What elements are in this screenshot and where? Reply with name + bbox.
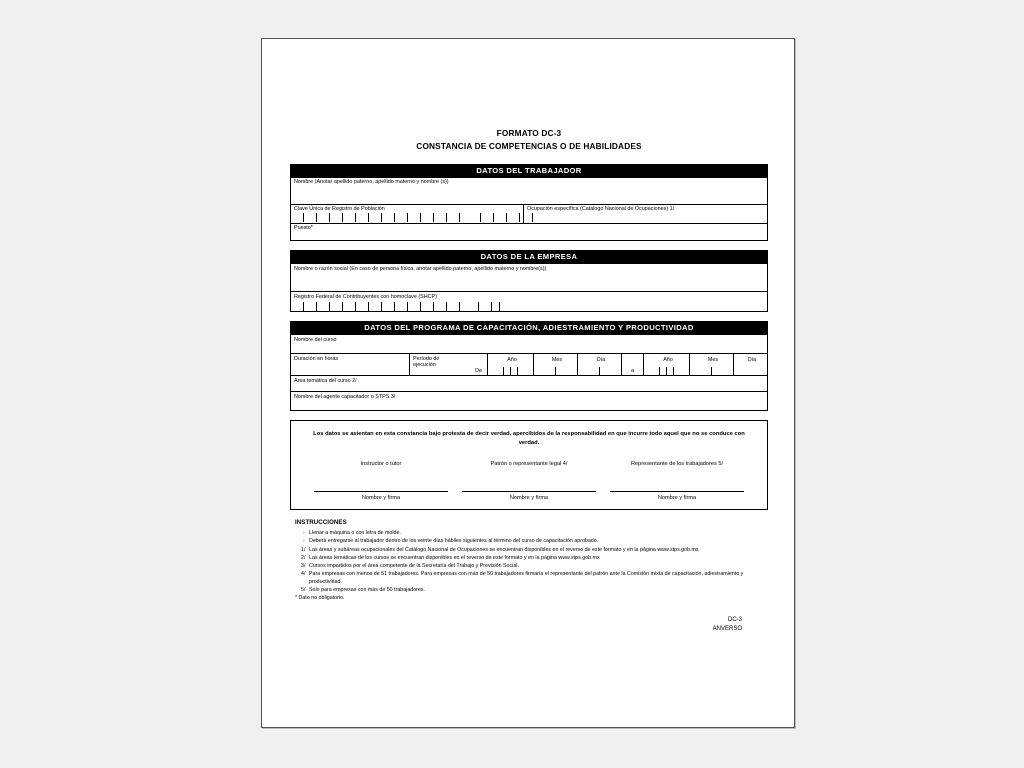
instruction-item xyxy=(295,562,768,570)
date-from-month-label: Mes xyxy=(551,357,563,364)
signature-line[interactable] xyxy=(314,491,448,492)
date-to-year-field[interactable] xyxy=(643,354,689,375)
signature-caption: Nombre y firma xyxy=(361,494,401,501)
instruction-marker: 2/ xyxy=(301,554,306,561)
worker-curp-field[interactable] xyxy=(291,205,523,223)
date-from-day-field[interactable] xyxy=(577,354,621,375)
worker-curp-label: Clave Única de Registro de Población xyxy=(294,206,385,213)
date-from-year-label: Año xyxy=(507,357,517,364)
course-name-label: Nombre del curso xyxy=(294,336,337,343)
instruction-text: Para empresas con menos de 51 trabajadores. Para empresas con más de 50 trabajadores firmaría el representante del patrón ante la Comisión mixta de capacitación, adiestramiento y productividad. xyxy=(309,570,744,585)
form-code-title: FORMATO DC-3 xyxy=(496,128,562,138)
signature-block-employer xyxy=(455,461,603,501)
date-to-month-label: Mes xyxy=(707,357,719,364)
curp-comb-ticks xyxy=(294,213,533,222)
date-to-month-field[interactable] xyxy=(689,354,733,375)
signature-caption: Nombre y firma xyxy=(509,494,549,501)
trainer-field[interactable] xyxy=(291,392,767,410)
date-to-day-field[interactable] xyxy=(733,354,767,375)
signature-caption: Nombre y firma xyxy=(657,494,697,501)
footer-page-side: ANVERSO xyxy=(712,626,742,633)
company-rfc-field[interactable] xyxy=(291,292,767,311)
signature-row xyxy=(307,461,751,501)
worker-position-label: Puesto* xyxy=(294,225,313,232)
date-from-month-ticks xyxy=(534,367,577,375)
thematic-area-field[interactable] xyxy=(291,376,767,391)
instruction-text: Las áreas y subáreas ocupacionales del Catálogo Nacional de Ocupaciones se encuentran disponibles en el reverso de este formato y en la página www.stps.gob.mx xyxy=(309,546,699,553)
section-band-program: DATOS DEL PROGRAMA DE CAPACITACIÓN, ADIESTRAMIENTO Y PRODUCTIVIDAD xyxy=(290,321,768,335)
rfc-comb-ticks xyxy=(294,302,500,311)
date-from-year-field[interactable] xyxy=(487,354,533,375)
instruction-text: Llenar a máquina o con letra de molde. xyxy=(309,530,401,537)
thematic-area-label: Área temática del curso 2/ xyxy=(294,377,357,384)
company-fields-box xyxy=(290,264,768,312)
trainer-row xyxy=(291,392,767,410)
instructions-title: INSTRUCCIONES xyxy=(295,518,347,526)
page-footer xyxy=(290,616,768,635)
signature-block-instructor xyxy=(307,461,455,501)
date-to-year-label: Año xyxy=(663,357,673,364)
signature-line[interactable] xyxy=(462,491,596,492)
program-fields-box xyxy=(290,335,768,411)
period-to-label: a xyxy=(631,368,634,375)
trainer-label: Nombre del agente capacitador o STPS 3/ xyxy=(294,393,396,400)
date-to-year-ticks xyxy=(644,367,689,375)
declaration-text: Los datos se asientan en esta constancia bajo protesta de decir verdad, apercibidos de la responsabilidad en que incurre todo aquel que no se conduce con verdad. xyxy=(313,431,745,447)
worker-position-row xyxy=(291,224,767,240)
worker-name-row xyxy=(291,178,767,205)
form-subtitle: CONSTANCIA DE COMPETENCIAS O DE HABILIDADES xyxy=(416,140,642,151)
date-from-day-ticks xyxy=(578,367,621,375)
date-to-month-ticks xyxy=(690,367,733,375)
worker-name-field[interactable] xyxy=(291,178,767,204)
date-from-day-label: Día xyxy=(596,357,606,364)
signature-role: Representante de los trabajadores 5/ xyxy=(630,461,724,468)
date-from-year-ticks xyxy=(488,367,533,375)
section-band-worker: DATOS DEL TRABAJADOR xyxy=(290,164,768,178)
worker-position-field[interactable] xyxy=(291,224,767,240)
course-duration-field[interactable] xyxy=(291,354,409,375)
instruction-marker: - xyxy=(303,538,305,545)
instruction-text: Deberá entregarse al trabajador dentro de los veinte días hábiles siguientes al término del curso de capacitación aprobado. xyxy=(309,538,599,545)
instruction-item xyxy=(295,546,768,554)
instruction-item xyxy=(295,570,768,586)
instruction-item xyxy=(295,537,768,545)
instruction-marker: - xyxy=(303,530,305,537)
declaration-box xyxy=(290,420,768,510)
instruction-item xyxy=(295,554,768,562)
signature-role: Instructor o tutor xyxy=(360,461,402,468)
form-sheet xyxy=(290,127,768,707)
instruction-marker: 4/ xyxy=(301,570,306,577)
worker-curp-row xyxy=(291,205,767,224)
page-title xyxy=(290,127,768,153)
worker-occupation-label: Ocupación específica (Catálogo Nacional de Ocupaciones) 1/ xyxy=(527,206,675,213)
company-rfc-row xyxy=(291,292,767,311)
instruction-text: Cursos impartidos por el área competente de la Secretaría del Trabajo y Previsión Social. xyxy=(309,562,519,569)
period-label-line1: Período de xyxy=(413,355,440,362)
worker-fields-box xyxy=(290,178,768,241)
instruction-marker: 3/ xyxy=(301,562,306,569)
instruction-item xyxy=(295,529,768,537)
section-band-company: DATOS DE LA EMPRESA xyxy=(290,250,768,264)
signature-block-worker-rep xyxy=(603,461,751,501)
instructions-section xyxy=(290,519,768,602)
course-name-row xyxy=(291,335,767,354)
period-label-line2: ejecución xyxy=(413,362,436,369)
course-name-field[interactable] xyxy=(291,335,767,353)
period-to-label-cell xyxy=(621,354,643,375)
course-duration-label: Duración en horas xyxy=(294,355,339,362)
period-from-label: De xyxy=(475,367,482,374)
instruction-text: Solo para empresas con más de 50 trabajadores. xyxy=(309,586,426,593)
footer-form-code: DC-3 xyxy=(727,616,742,623)
date-to-day-label: Día xyxy=(747,357,757,364)
instruction-item xyxy=(295,594,768,602)
instruction-marker: 5/ xyxy=(301,586,306,593)
worker-name-label: Nombre (Anotar apellido paterno, apellido materno y nombre (s)) xyxy=(294,179,449,186)
document-page xyxy=(261,38,795,728)
date-from-month-field[interactable] xyxy=(533,354,577,375)
course-period-row xyxy=(291,354,767,376)
worker-occupation-field[interactable] xyxy=(523,205,767,223)
instruction-text: * Dato no obligatorio. xyxy=(295,594,345,601)
instruction-marker: 1/ xyxy=(301,546,306,553)
signature-line[interactable] xyxy=(610,491,744,492)
thematic-area-row xyxy=(291,376,767,392)
instruction-text: Las áreas temáticas de los cursos se encuentran disponibles en el reverso de este formato y en la página www.stps.gob.mx xyxy=(309,554,600,561)
period-label-cell xyxy=(409,354,487,375)
company-name-field[interactable] xyxy=(291,264,767,291)
date-to-day-ticks xyxy=(734,367,767,375)
title-spacer xyxy=(290,153,768,164)
company-name-row xyxy=(291,264,767,292)
signature-role: Patrón o representante legal 4/ xyxy=(490,461,568,468)
instruction-item xyxy=(295,586,768,594)
company-name-label: Nombre o razón social (En caso de persona física, anotar apellido paterno, apellido materno y nombre(s)) xyxy=(294,265,547,272)
company-rfc-label: Registro Federal de Contribuyentes con homoclave (SHCP) xyxy=(294,293,437,300)
